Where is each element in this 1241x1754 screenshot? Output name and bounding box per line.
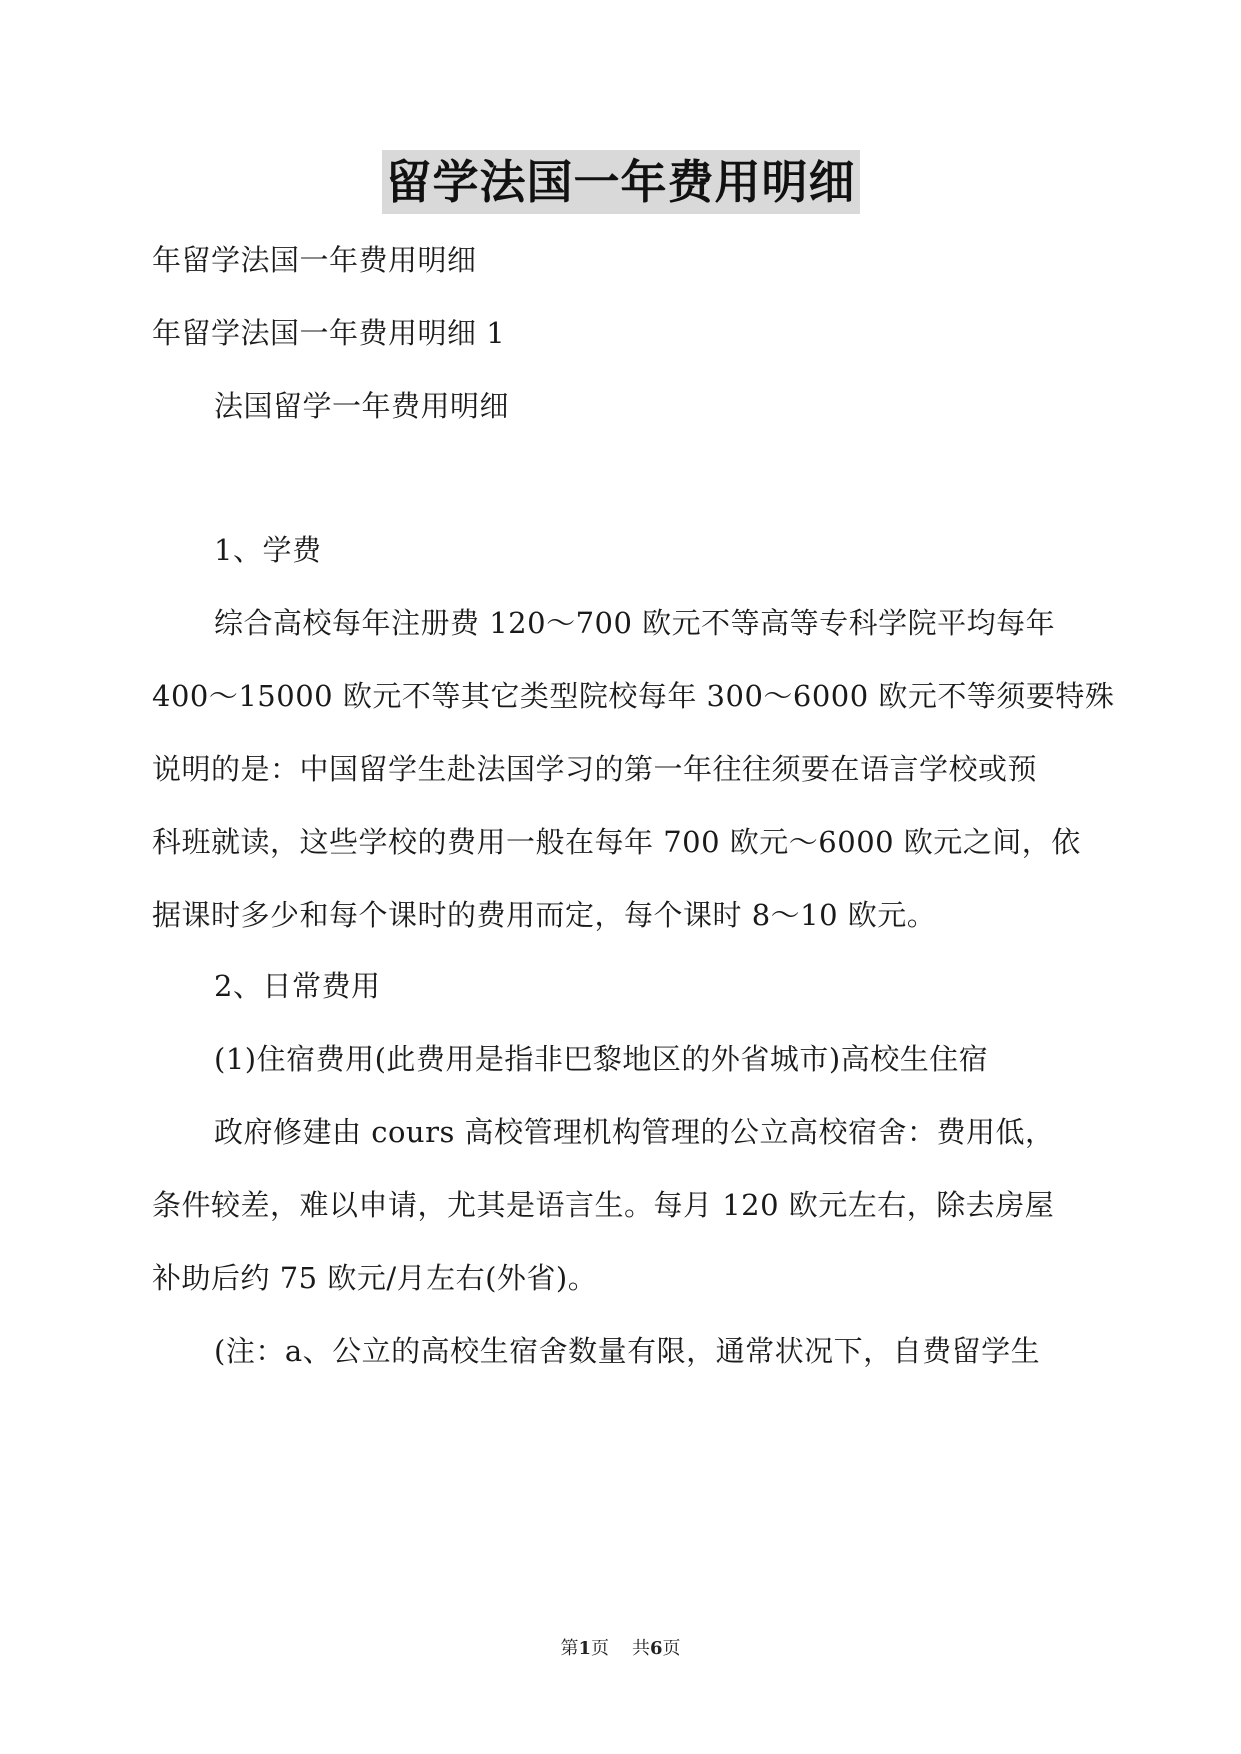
footer-page-number: 1 xyxy=(578,1638,592,1659)
paragraph-line: 补助后约 75 欧元/月左右(外省)。 xyxy=(152,1261,598,1295)
section-heading: 法国留学一年费用明细 xyxy=(214,389,510,423)
paragraph-line: 条件较差，难以申请，尤其是语言生。每月 120 欧元左右，除去房屋 xyxy=(152,1188,1055,1222)
footer-total-suffix: 页 xyxy=(662,1638,681,1659)
title-container xyxy=(0,150,1241,214)
section-heading-daily-costs: 2、日常费用 xyxy=(214,969,381,1003)
subtitle-line-numbered: 年留学法国一年费用明细 1 xyxy=(152,316,506,350)
document-title: 留学法国一年费用明细 xyxy=(382,150,860,214)
subtitle-line: 年留学法国一年费用明细 xyxy=(152,243,477,277)
section-heading-tuition: 1、学费 xyxy=(214,533,322,567)
footer-total-prefix: 共 xyxy=(631,1638,650,1659)
paragraph-line: 据课时多少和每个课时的费用而定，每个课时 8～10 欧元。 xyxy=(152,898,937,932)
paragraph-line: 综合高校每年注册费 120～700 欧元不等高等专科学院平均每年 xyxy=(214,606,1056,640)
paragraph-line: 400～15000 欧元不等其它类型院校每年 300～6000 欧元不等须要特殊 xyxy=(152,679,1115,713)
footer-total-pages: 6 xyxy=(649,1638,663,1659)
paragraph-line: 科班就读，这些学校的费用一般在每年 700 欧元～6000 欧元之间，依 xyxy=(152,825,1081,859)
paragraph-line: (1)住宿费用(此费用是指非巴黎地区的外省城市)高校生住宿 xyxy=(214,1042,989,1076)
paragraph-line: 政府修建由 cours 高校管理机构管理的公立高校宿舍：费用低， xyxy=(214,1115,1055,1149)
footer-page-prefix: 第 xyxy=(560,1638,579,1659)
footer-page-suffix: 页 xyxy=(591,1638,610,1659)
page-footer xyxy=(0,1637,1241,1661)
paragraph-line: 说明的是：中国留学生赴法国学习的第一年往往须要在语言学校或预 xyxy=(152,752,1038,786)
paragraph-line: (注：a、公立的高校生宿舍数量有限，通常状况下，自费留学生 xyxy=(214,1334,1041,1368)
